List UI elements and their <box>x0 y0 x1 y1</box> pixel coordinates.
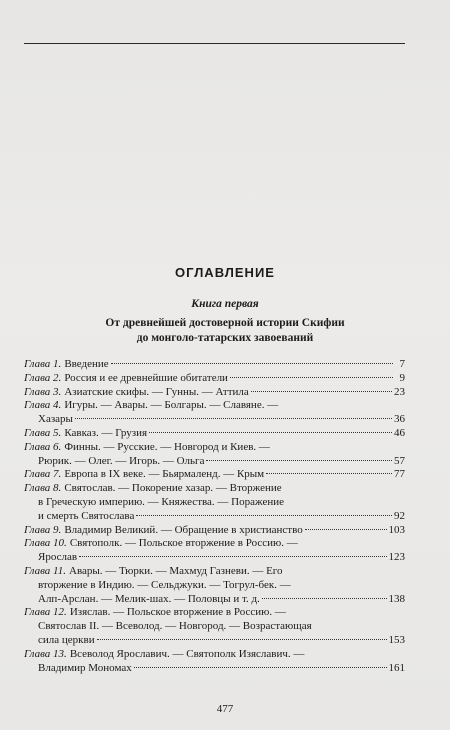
toc-entry <box>24 565 405 606</box>
chapter-title: Владимир Мономах <box>38 661 132 674</box>
table-of-contents <box>24 358 405 675</box>
toc-line <box>24 386 405 400</box>
toc-entry <box>24 441 405 469</box>
dot-leader <box>79 556 386 557</box>
chapter-title: вторжение в Индию. — Сельджуки. — Тогрул-бек. — <box>38 578 291 591</box>
dot-leader <box>206 460 392 461</box>
toc-line <box>24 413 405 427</box>
chapter-title: в Греческую империю. — Княжества. — Поражение <box>38 495 285 508</box>
chapter-label: Глава 12. <box>24 606 67 619</box>
chapter-title: Святослав. — Покорение хазар. — Вторжение <box>64 482 282 495</box>
dot-leader <box>149 432 392 433</box>
chapter-title: Рюрик. — Олег. — Игорь. — Ольга <box>38 454 205 467</box>
toc-entry <box>24 468 405 482</box>
toc-line <box>24 358 405 372</box>
chapter-title: Кавказ. — Грузия <box>64 426 148 439</box>
chapter-title: Хазары <box>38 413 73 426</box>
chapter-title: Финны. — Русские. — Новгород и Киев. — <box>64 440 270 453</box>
dot-leader <box>230 377 393 378</box>
toc-line <box>24 634 405 648</box>
chapter-label: Глава 1. <box>24 358 62 370</box>
chapter-title: Владимир Великий. — Обращение в христианство <box>64 523 303 536</box>
chapter-page-number: 23 <box>394 385 405 398</box>
toc-line <box>24 455 405 469</box>
dot-leader <box>305 529 387 530</box>
toc-line <box>24 372 405 386</box>
chapter-page-number: 36 <box>394 413 405 426</box>
chapter-page-number: 138 <box>388 592 405 605</box>
chapter-title: Азиатские скифы. — Гунны. — Аттила <box>64 385 249 398</box>
chapter-page-number: 9 <box>399 371 405 384</box>
chapter-title: Святополк. — Польское вторжение в Россию. — <box>69 537 298 550</box>
chapter-label: Глава 3. <box>24 385 62 398</box>
chapter-title: и смерть Святослава <box>38 509 135 522</box>
toc-line <box>24 427 405 441</box>
toc-entry <box>24 606 405 647</box>
chapter-label: Глава 9. <box>24 523 62 536</box>
dot-leader <box>251 391 392 392</box>
chapter-label: Глава 10. <box>24 537 67 550</box>
toc-entry <box>24 427 405 441</box>
book-title: Книга первая <box>191 298 259 310</box>
chapter-title: Европа в IX веке. — Бьярмаленд. — Крым <box>64 468 265 481</box>
chapter-label: Глава 7. <box>24 468 62 481</box>
toc-entry <box>24 482 405 523</box>
chapter-page-number: 123 <box>388 551 405 564</box>
chapter-label: Глава 13. <box>24 647 67 660</box>
toc-entry <box>24 648 405 676</box>
toc-heading: ОГЛАВЛЕНИЕ <box>175 265 275 280</box>
chapter-title: Всеволод Ярославич. — Святополк Изяславич. — <box>69 647 305 660</box>
dot-leader <box>262 598 387 599</box>
toc-line <box>24 620 405 634</box>
chapter-title: Ярослав <box>38 551 78 564</box>
chapter-title: Авары. — Тюрки. — Махмуд Газневи. — Его <box>69 564 283 577</box>
book-subtitle-line: От древнейшей достоверной истории Скифии <box>105 317 345 329</box>
book-subtitle <box>0 316 450 346</box>
toc-line <box>24 468 405 482</box>
chapter-label: Глава 5. <box>24 426 62 439</box>
chapter-label: Глава 11. <box>24 564 66 577</box>
dot-leader <box>75 418 392 419</box>
chapter-page-number: 57 <box>394 454 405 467</box>
chapter-page-number: 153 <box>388 633 405 646</box>
toc-line <box>24 537 405 551</box>
dot-leader <box>266 473 392 474</box>
dot-leader <box>134 667 387 668</box>
toc-entry <box>24 537 405 565</box>
chapter-page-number: 161 <box>388 661 405 674</box>
toc-entry <box>24 399 405 427</box>
chapter-label: Глава 4. <box>24 399 62 412</box>
book-subtitle-line: до монголо-татарских завоеваний <box>136 332 314 344</box>
chapter-title: Введение <box>64 358 109 370</box>
toc-line <box>24 399 405 413</box>
chapter-page-number: 46 <box>394 426 405 439</box>
toc-line <box>24 482 405 496</box>
toc-line <box>24 648 405 662</box>
dot-leader <box>111 363 393 364</box>
toc-line <box>24 441 405 455</box>
toc-entry <box>24 524 405 538</box>
toc-entry <box>24 386 405 400</box>
toc-line <box>24 524 405 538</box>
chapter-page-number: 7 <box>399 358 405 370</box>
toc-line <box>24 662 405 676</box>
chapter-title: сила церкви <box>38 633 95 646</box>
toc-line <box>24 496 405 510</box>
chapter-label: Глава 6. <box>24 440 62 453</box>
toc-line <box>24 510 405 524</box>
chapter-title: Алп-Арслан. — Мелик-шах. — Половцы и т. д. <box>38 592 260 605</box>
page-number: 477 <box>216 703 234 715</box>
chapter-label: Глава 8. <box>24 482 62 495</box>
dot-leader <box>136 515 392 516</box>
toc-entry <box>24 372 405 386</box>
top-rule <box>24 43 405 44</box>
dot-leader <box>97 639 387 640</box>
chapter-title: Святослав II. — Всеволод. — Новгород. — Возрастающая <box>38 620 312 633</box>
toc-line <box>24 606 405 620</box>
chapter-label: Глава 2. <box>24 371 62 384</box>
toc-entry <box>24 358 405 372</box>
toc-line <box>24 579 405 593</box>
toc-line <box>24 593 405 607</box>
chapter-page-number: 103 <box>388 523 405 536</box>
toc-line <box>24 565 405 579</box>
toc-line <box>24 551 405 565</box>
chapter-page-number: 92 <box>394 509 405 522</box>
chapter-title: Россия и ее древнейшие обитатели <box>64 371 228 384</box>
chapter-title: Изяслав. — Польское вторжение в Россию. — <box>69 606 286 619</box>
chapter-page-number: 77 <box>394 468 405 481</box>
chapter-title: Игуры. — Авары. — Болгары. — Славяне. — <box>64 399 279 412</box>
